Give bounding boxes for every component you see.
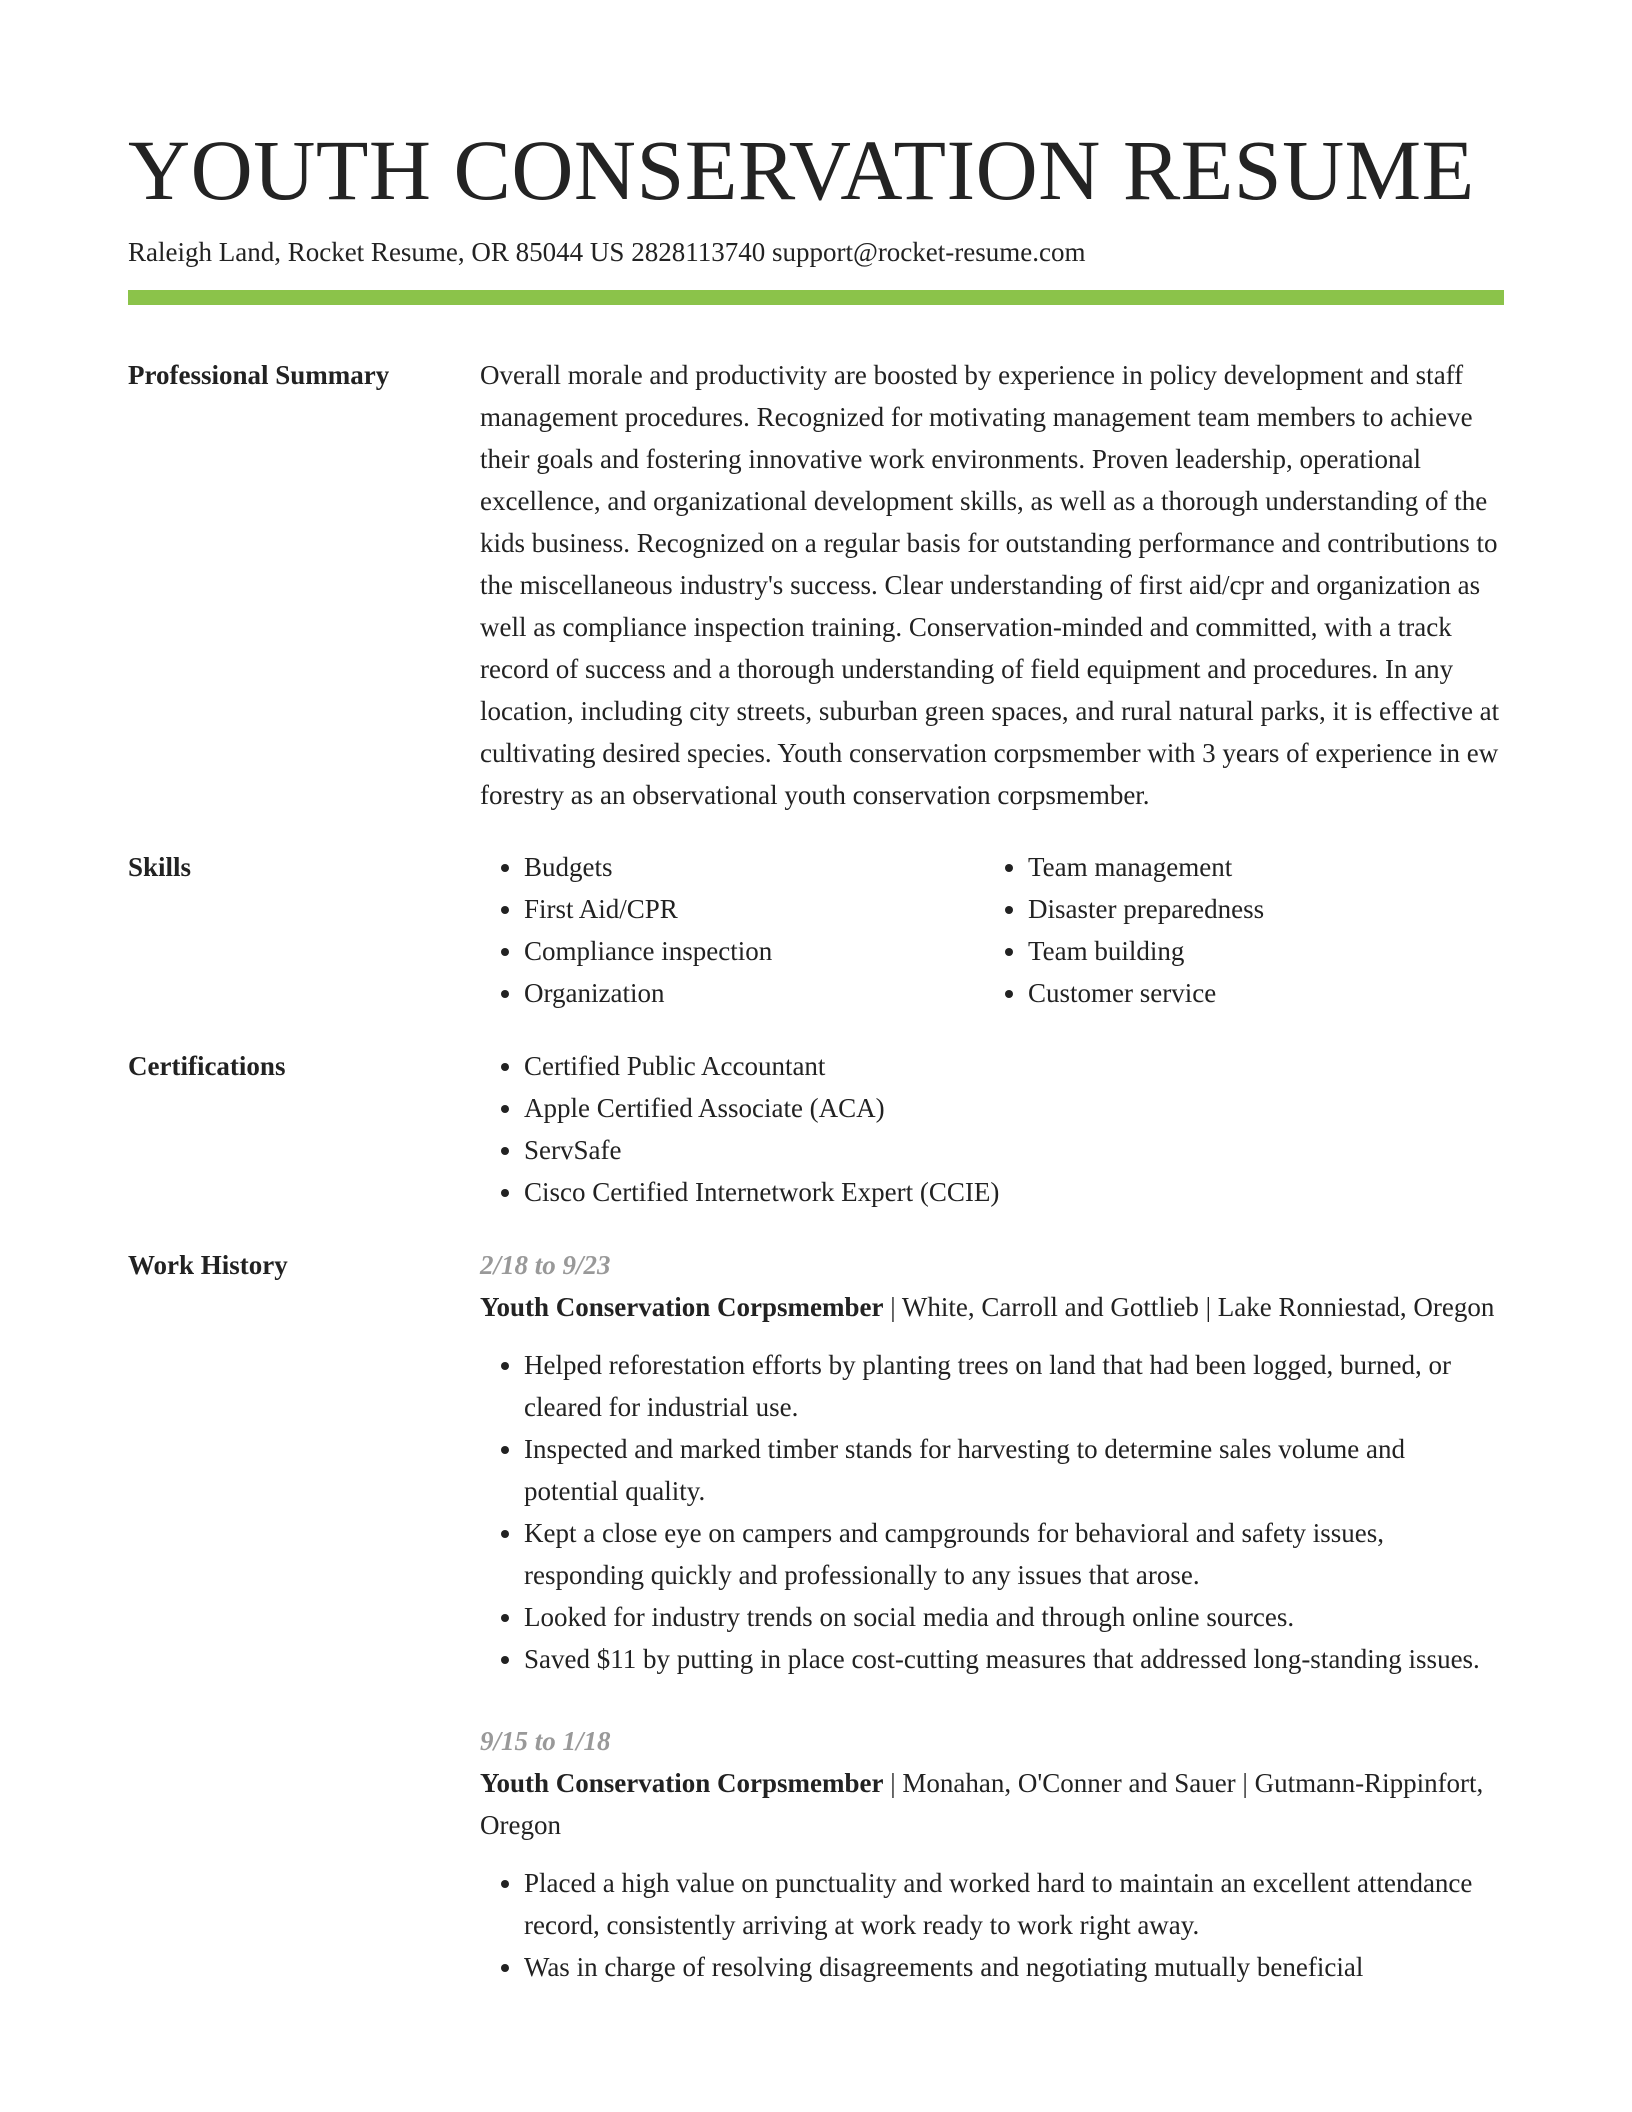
job-location: Gutmann-Rippinfort, Oregon <box>480 1768 1484 1840</box>
certifications-section <box>128 1045 1504 1213</box>
skills-column-left <box>480 846 984 1014</box>
skill-item: • Budgets <box>524 846 984 888</box>
skill-item: • Customer service <box>1028 972 1488 1014</box>
job-separator: | <box>1235 1768 1255 1798</box>
certification-item: • ServSafe <box>524 1129 1504 1171</box>
skills-section <box>128 846 1504 1014</box>
job-bullet: • Kept a close eye on campers and campgrounds for behavioral and safety issues, responding quickly and professionally to any issues that arose. <box>524 1512 1504 1596</box>
job-dates: 2/18 to 9/23 <box>480 1250 611 1280</box>
contact-phone: 2828113740 <box>631 237 766 267</box>
contact-line <box>128 234 1504 270</box>
job-title: Youth Conservation Corpsmember <box>480 1292 884 1322</box>
job-bullet: • Looked for industry trends on social media and through online sources. <box>524 1596 1504 1638</box>
summary-heading: Professional Summary <box>128 360 390 390</box>
contact-email: support@rocket-resume.com <box>771 237 1086 267</box>
skill-item: • First Aid/CPR <box>524 888 984 930</box>
header-divider <box>128 290 1504 305</box>
work-history-section <box>128 1244 1504 1988</box>
resume-title: YOUTH CONSERVATION RESUME <box>128 122 1475 218</box>
job-bullets <box>480 1862 1504 1988</box>
skills-column-right <box>984 846 1488 1014</box>
summary-section <box>128 354 1504 816</box>
skill-item: • Compliance inspection <box>524 930 984 972</box>
summary-text: Overall morale and productivity are boosted by experience in policy development and staff management procedures. Recognized for motivating management team members to achieve their goals and fostering innovative work environments. Proven leadership, operational excellence, and organizational development skills, as well as a thorough understanding of the kids business. Recognized on a regular basis for outstanding performance and contributions to the miscellaneous industry's success. Clear understanding of first aid/cpr and organization as well as compliance inspection training. Conservation-minded and committed, with a track record of success and a thorough understanding of field equipment and procedures. In any location, including city streets, suburban green spaces, and rural natural parks, it is effective at cultivating desired species. Youth conservation corpsmember with 3 years of experience in ew forestry as an observational youth conservation corpsmember. <box>480 360 1500 810</box>
certifications-heading: Certifications <box>128 1051 286 1081</box>
skills-heading: Skills <box>128 852 192 882</box>
job-separator: | <box>1198 1292 1218 1322</box>
job-company: White, Carroll and Gottlieb <box>901 1292 1199 1322</box>
job-header <box>480 1286 1504 1328</box>
certification-item: • Cisco Certified Internetwork Expert (CCIE) <box>524 1171 1504 1213</box>
job-title: Youth Conservation Corpsmember <box>480 1768 884 1798</box>
job-header <box>480 1762 1504 1846</box>
job-dates: 9/15 to 1/18 <box>480 1726 611 1756</box>
job-bullet: • Placed a high value on punctuality and worked hard to maintain an excellent attendance record, consistently arriving at work ready to work right away. <box>524 1862 1504 1946</box>
job-company: Monahan, O'Conner and Sauer <box>902 1768 1236 1798</box>
job-separator: | <box>883 1768 903 1798</box>
certification-item: • Apple Certified Associate (ACA) <box>524 1087 1504 1129</box>
certification-item: • Certified Public Accountant <box>524 1045 1504 1087</box>
job-bullets <box>480 1344 1504 1680</box>
work-history-list <box>480 1244 1504 1988</box>
resume-page <box>128 120 1504 1988</box>
job-entry <box>480 1720 1504 1988</box>
skills-list <box>480 846 1504 1014</box>
job-bullet: • Inspected and marked timber stands for harvesting to determine sales volume and potential quality. <box>524 1428 1504 1512</box>
job-separator: | <box>883 1292 902 1322</box>
contact-address: Raleigh Land, Rocket Resume, OR 85044 US <box>128 237 625 267</box>
job-bullet: • Was in charge of resolving disagreements and negotiating mutually beneficial <box>524 1946 1504 1988</box>
skill-item: • Team building <box>1028 930 1488 972</box>
skill-item: • Team management <box>1028 846 1488 888</box>
job-bullet: • Saved $11 by putting in place cost-cutting measures that addressed long-standing issues. <box>524 1638 1504 1680</box>
skill-item: • Organization <box>524 972 984 1014</box>
work-history-heading: Work History <box>128 1250 288 1280</box>
job-location: Lake Ronniestad, Oregon <box>1217 1292 1495 1322</box>
job-entry <box>480 1244 1504 1680</box>
certifications-list <box>480 1045 1504 1213</box>
skill-item: • Disaster preparedness <box>1028 888 1488 930</box>
job-bullet: • Helped reforestation efforts by planting trees on land that had been logged, burned, or cleared for industrial use. <box>524 1344 1504 1428</box>
